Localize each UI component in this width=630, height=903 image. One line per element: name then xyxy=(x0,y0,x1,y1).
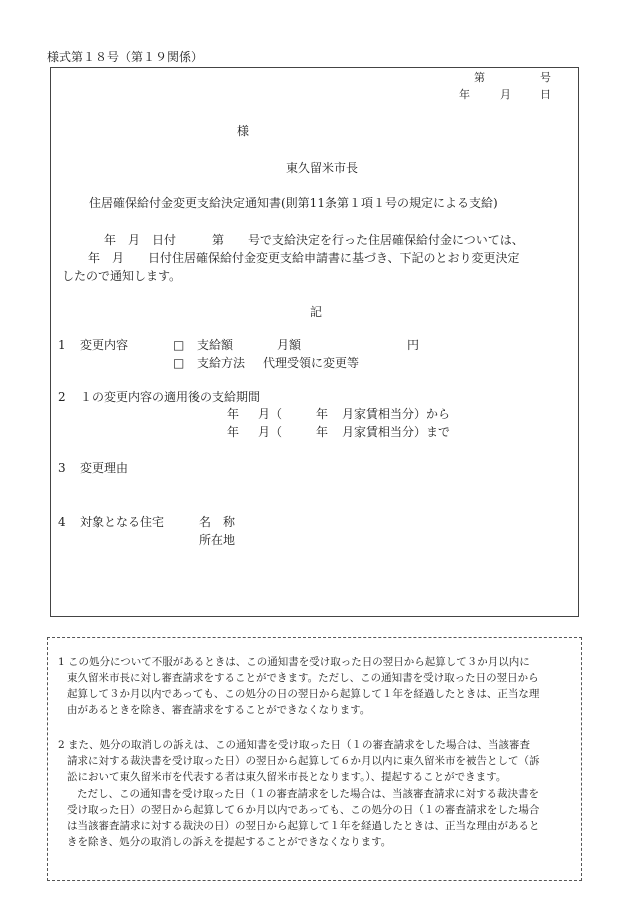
item1-amount-label: 支給額 xyxy=(197,338,234,352)
recipient-honorific: 様 xyxy=(237,124,250,138)
item1-method-label: 支給方法 xyxy=(197,356,246,370)
body-line-2: 年 月 日付住居確保給付金変更支給申請書に基づき、下記のとおり変更決定 xyxy=(88,251,520,265)
item1-monthly-label: 月額 xyxy=(277,338,302,352)
item1-number: 1 xyxy=(58,338,66,352)
item4-name-label: 名 称 xyxy=(199,515,236,529)
item2-label: １の変更内容の適用後の支給期間 xyxy=(80,390,261,404)
note-line: 東久留米市長に対し審査請求をすることができます。ただし、この通知書を受け取った日の翌日から xyxy=(67,672,539,684)
doc-number-suffix: 号 xyxy=(540,71,551,84)
form-number: 様式第１８号（第１９関係） xyxy=(47,50,204,64)
item4-number: 4 xyxy=(58,515,66,529)
note-line: 受け取った日）の翌日から起算して６か月以内であっても、この処分の日（１の審査請求をした場合 xyxy=(67,804,540,816)
item1-label: 変更内容 xyxy=(80,338,129,352)
date-year: 年 xyxy=(459,88,470,101)
period-end-month: 月（ xyxy=(258,425,283,439)
note-line: 起算して３か月以内であっても、この処分の日の翌日から起算して１年を経過したときは、正当な理 xyxy=(67,688,540,700)
period-start-year2: 年 xyxy=(316,407,329,421)
item1-yen-label: 円 xyxy=(407,338,420,352)
note-line: 請求に対する裁決書を受け取った日）の翌日から起算して６か月以内に東久留米市を被告として（訴 xyxy=(67,755,540,767)
body-line-3: したので通知します。 xyxy=(62,269,182,283)
item3-label: 変更理由 xyxy=(80,461,129,475)
note-line: 1 この処分について不服があるときは、この通知書を受け取った日の翌日から起算して３か月以内に xyxy=(58,656,530,668)
period-end-year2: 年 xyxy=(316,425,329,439)
ki-marker: 記 xyxy=(310,305,323,319)
item4-location-label: 所在地 xyxy=(199,533,236,547)
note-line: 由があるときを除き、審査請求をすることができなくなります。 xyxy=(67,704,371,716)
note-line: きを除き、処分の取消しの訴えを提起することができなくなります。 xyxy=(67,836,392,848)
item1-checkbox-method[interactable]: □ xyxy=(173,356,185,370)
item2-number: 2 xyxy=(58,390,66,404)
document-title: 住居確保給付金変更支給決定通知書(則第11条第１項１号の規定による支給) xyxy=(89,196,498,210)
note-line: ただし、この通知書を受け取った日（１の審査請求をした場合は、当該審査請求に対する裁決書を xyxy=(77,788,539,800)
period-end-year: 年 xyxy=(227,425,240,439)
date-day: 日 xyxy=(540,88,551,101)
item3-number: 3 xyxy=(58,461,66,475)
item1-proxy-label: 代理受領に変更等 xyxy=(263,356,360,370)
note-line: 2 また、処分の取消しの訴えは、この通知書を受け取った日（１の審査請求をした場合は、当該審査 xyxy=(58,739,531,751)
period-start-year: 年 xyxy=(227,407,240,421)
item1-checkbox-amount[interactable]: □ xyxy=(173,338,185,352)
note-line: 訟において東久留米市を代表する者は東久留米市長となります。）、提起することができます。 xyxy=(67,771,507,783)
body-line-1: 年 月 日付 第 号で支給決定を行った住居確保給付金については、 xyxy=(104,233,524,247)
period-start-month: 月（ xyxy=(258,407,283,421)
date-month: 月 xyxy=(500,88,511,101)
doc-number-prefix: 第 xyxy=(474,71,485,84)
period-end-tail: 月家賃相当分）まで xyxy=(342,425,451,439)
notice-frame xyxy=(50,67,579,617)
period-start-tail: 月家賃相当分）から xyxy=(342,407,451,421)
note-line: は当該審査請求に対する裁決の日）の翌日から起算して１年を経過したときは、正当な理由があると xyxy=(67,820,540,832)
issuer-name: 東久留米市長 xyxy=(286,161,359,175)
item4-label: 対象となる住宅 xyxy=(80,515,165,529)
